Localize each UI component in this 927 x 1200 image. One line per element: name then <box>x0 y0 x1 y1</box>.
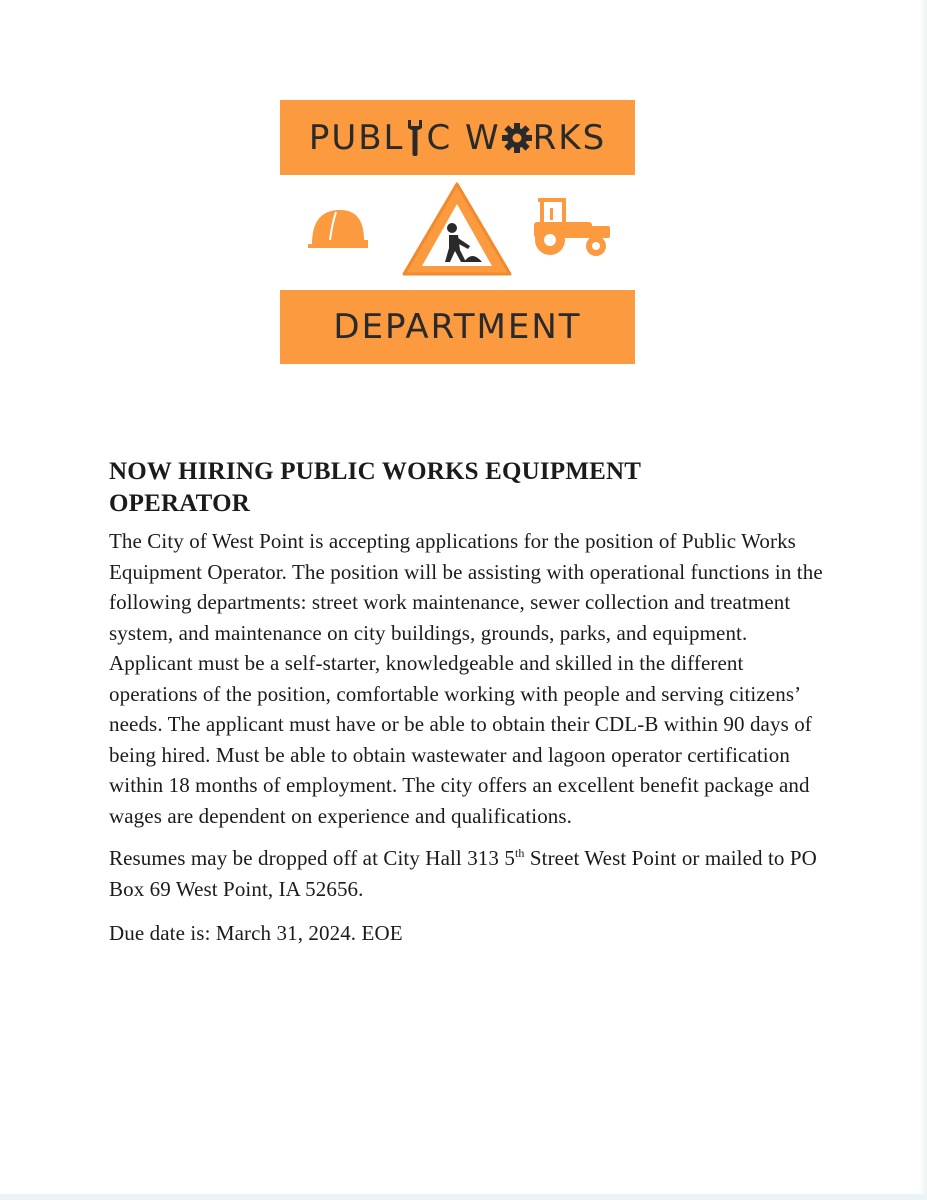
hard-hat-icon <box>306 204 370 252</box>
construction-sign-icon <box>400 180 514 280</box>
job-posting <box>109 456 829 949</box>
resume-instructions <box>109 843 829 904</box>
logo-bottom-banner <box>280 290 635 364</box>
job-description: The City of West Point is accepting applications for the position of Public Works Equipment Operator. The position will be assisting with operational functions in the following departments: street work maintenance, sewer collection and treatment system, and maintenance on city buildings, grounds, parks, and equipment. Applicant must be a self-starter, knowledgeable and skilled in the different operations of the position, comfortable working with people and serving citizens’ needs. The applicant must have or be able to obtain their CDL-B within 90 days of being hired. Must be able to obtain wastewater and lagoon operator certification within 18 months of employment. The city offers an excellent benefit package and wages are dependent on experience and qualifications. <box>109 529 823 828</box>
due-date: Due date is: March 31, 2024. EOE <box>109 921 403 945</box>
wrench-icon <box>405 118 425 158</box>
logo-text-part1: PUBL <box>308 117 405 158</box>
job-title-line1: NOW HIRING PUBLIC WORKS EQUIPMENT <box>109 458 642 485</box>
gear-icon <box>502 123 532 153</box>
tractor-icon <box>528 194 614 258</box>
job-title <box>109 456 829 520</box>
job-title-line2: OPERATOR <box>109 490 250 517</box>
logo-text-part3: RKS <box>532 117 607 158</box>
public-works-logo <box>280 100 635 364</box>
ordinal-suffix: th <box>514 846 525 860</box>
resume-text-prefix: Resumes may be dropped off at City Hall 313 5 <box>109 846 515 870</box>
logo-top-banner <box>280 100 635 175</box>
logo-text-part2: C W <box>426 117 501 158</box>
page-edge <box>919 0 927 1200</box>
logo-icons-row <box>280 180 635 286</box>
logo-department-text: DEPARTMENT <box>333 307 582 347</box>
page-bottom-edge <box>0 1194 927 1200</box>
resume-text-suffix: Street West Point or mailed to PO Box 69 West Point, IA 52656. <box>109 846 817 901</box>
